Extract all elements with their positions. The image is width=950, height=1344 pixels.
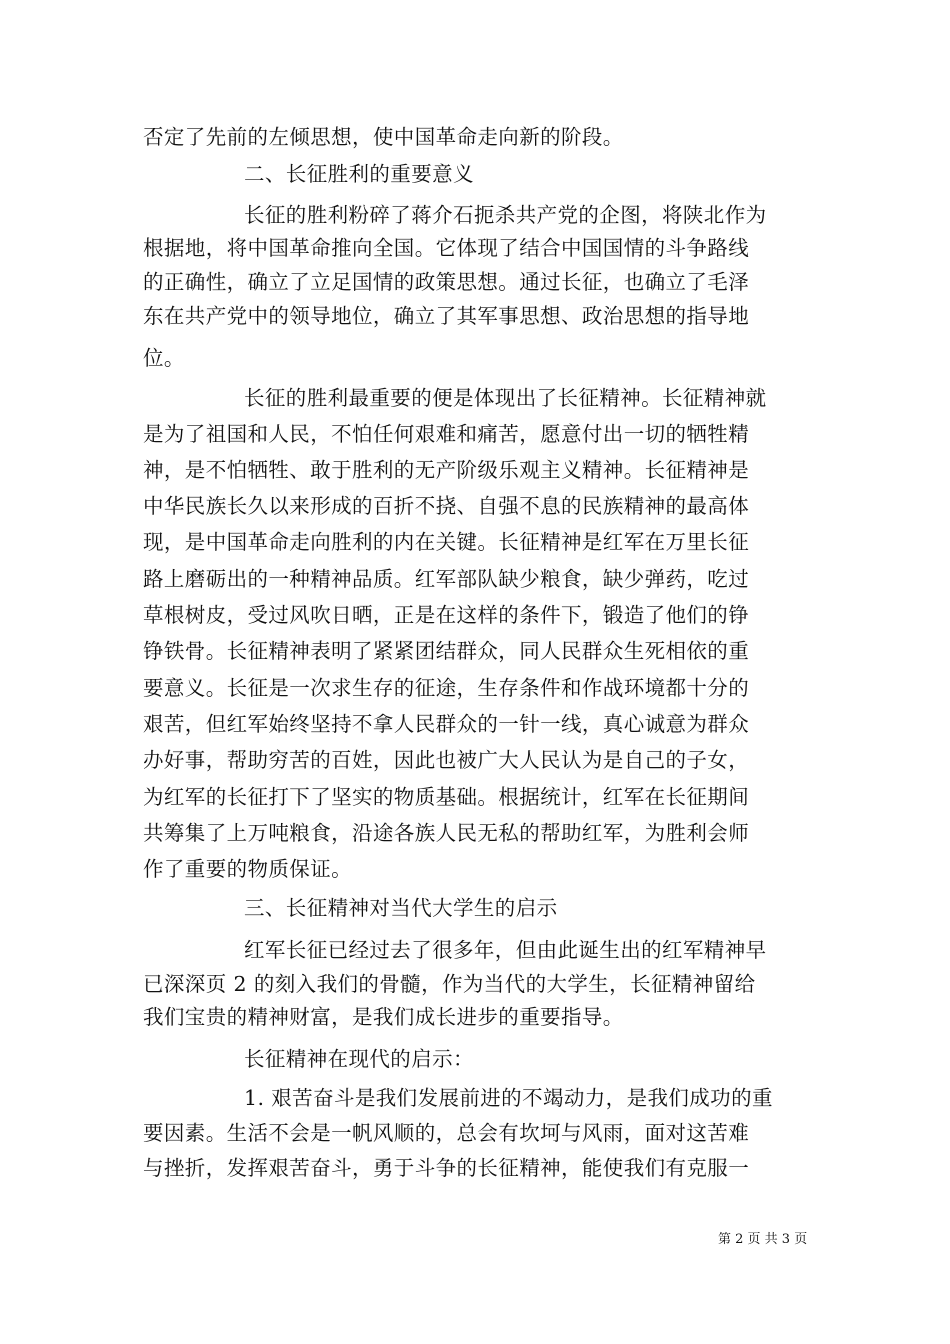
text-line: 作了重要的物质保证。 <box>143 857 352 881</box>
text-line: 中华民族长久以来形成的百折不挠、自强不息的民族精神的最高体 <box>143 494 750 518</box>
text-line: 我们宝贵的精神财富，是我们成长进步的重要指导。 <box>143 1005 624 1029</box>
text-line: 共筹集了上万吨粮食，沿途各族人民无私的帮助红军，为胜利会师 <box>143 821 750 845</box>
text-line: 艰苦，但红军始终坚持不拿人民群众的一针一线，真心诚意为群众 <box>143 712 750 736</box>
text-line: 已深深页 2 的刻入我们的骨髓，作为当代的大学生，长征精神留给 <box>143 972 756 996</box>
text-line: 长征的胜利粉碎了蒋介石扼杀共产党的企图，将陕北作为 <box>244 203 767 227</box>
text-line: 现，是中国革命走向胜利的内在关键。长征精神是红军在万里长征 <box>143 530 750 554</box>
section-heading: 三、长征精神对当代大学生的启示 <box>244 896 558 920</box>
text-line: 位。 <box>143 346 185 370</box>
text-line: 要意义。长征是一次求生存的征途，生存条件和作战环境都十分的 <box>143 676 750 700</box>
section-heading: 二、长征胜利的重要意义 <box>244 162 474 186</box>
text-line: 长征的胜利最重要的便是体现出了长征精神。长征精神就 <box>244 386 767 410</box>
text-line: 红军长征已经过去了很多年，但由此诞生出的红军精神早 <box>244 938 767 962</box>
text-line: 要因素。生活不会是一帆风顺的，总会有坎坷与风雨，面对这苦难 <box>143 1121 750 1145</box>
text-line: 东在共产党中的领导地位，确立了其军事思想、政治思想的指导地 <box>143 304 750 328</box>
text-line: 神，是不怕牺牲、敢于胜利的无产阶级乐观主义精神。长征精神是 <box>143 458 750 482</box>
text-line: 的正确性，确立了立足国情的政策思想。通过长征，也确立了毛泽 <box>143 270 750 294</box>
text-line: 1. 艰苦奋斗是我们发展前进的不竭动力，是我们成功的重 <box>244 1086 773 1110</box>
text-line: 是为了祖国和人民，不怕任何艰难和痛苦，愿意付出一切的牺牲精 <box>143 422 750 446</box>
text-line: 根据地，将中国革命推向全国。它体现了结合中国国情的斗争路线 <box>143 236 750 260</box>
text-line: 草根树皮，受过风吹日晒，正是在这样的条件下，锻造了他们的铮 <box>143 603 750 627</box>
text-line: 路上磨砺出的一种精神品质。红军部队缺少粮食，缺少弹药，吃过 <box>143 567 750 591</box>
text-line: 与挫折，发挥艰苦奋斗，勇于斗争的长征精神，能使我们有克服一 <box>143 1156 750 1180</box>
text-line: 办好事，帮助穷苦的百姓，因此也被广大人民认为是自己的子女， <box>143 748 750 772</box>
text-line: 长征精神在现代的启示： <box>244 1047 474 1071</box>
text-line: 否定了先前的左倾思想，使中国革命走向新的阶段。 <box>143 125 624 149</box>
text-line: 铮铁骨。长征精神表明了紧紧团结群众，同人民群众生死相依的重 <box>143 639 750 663</box>
text-line: 为红军的长征打下了坚实的物质基础。根据统计，红军在长征期间 <box>143 785 750 809</box>
page-number-footer: 第 2 页 共 3 页 <box>718 1232 808 1247</box>
